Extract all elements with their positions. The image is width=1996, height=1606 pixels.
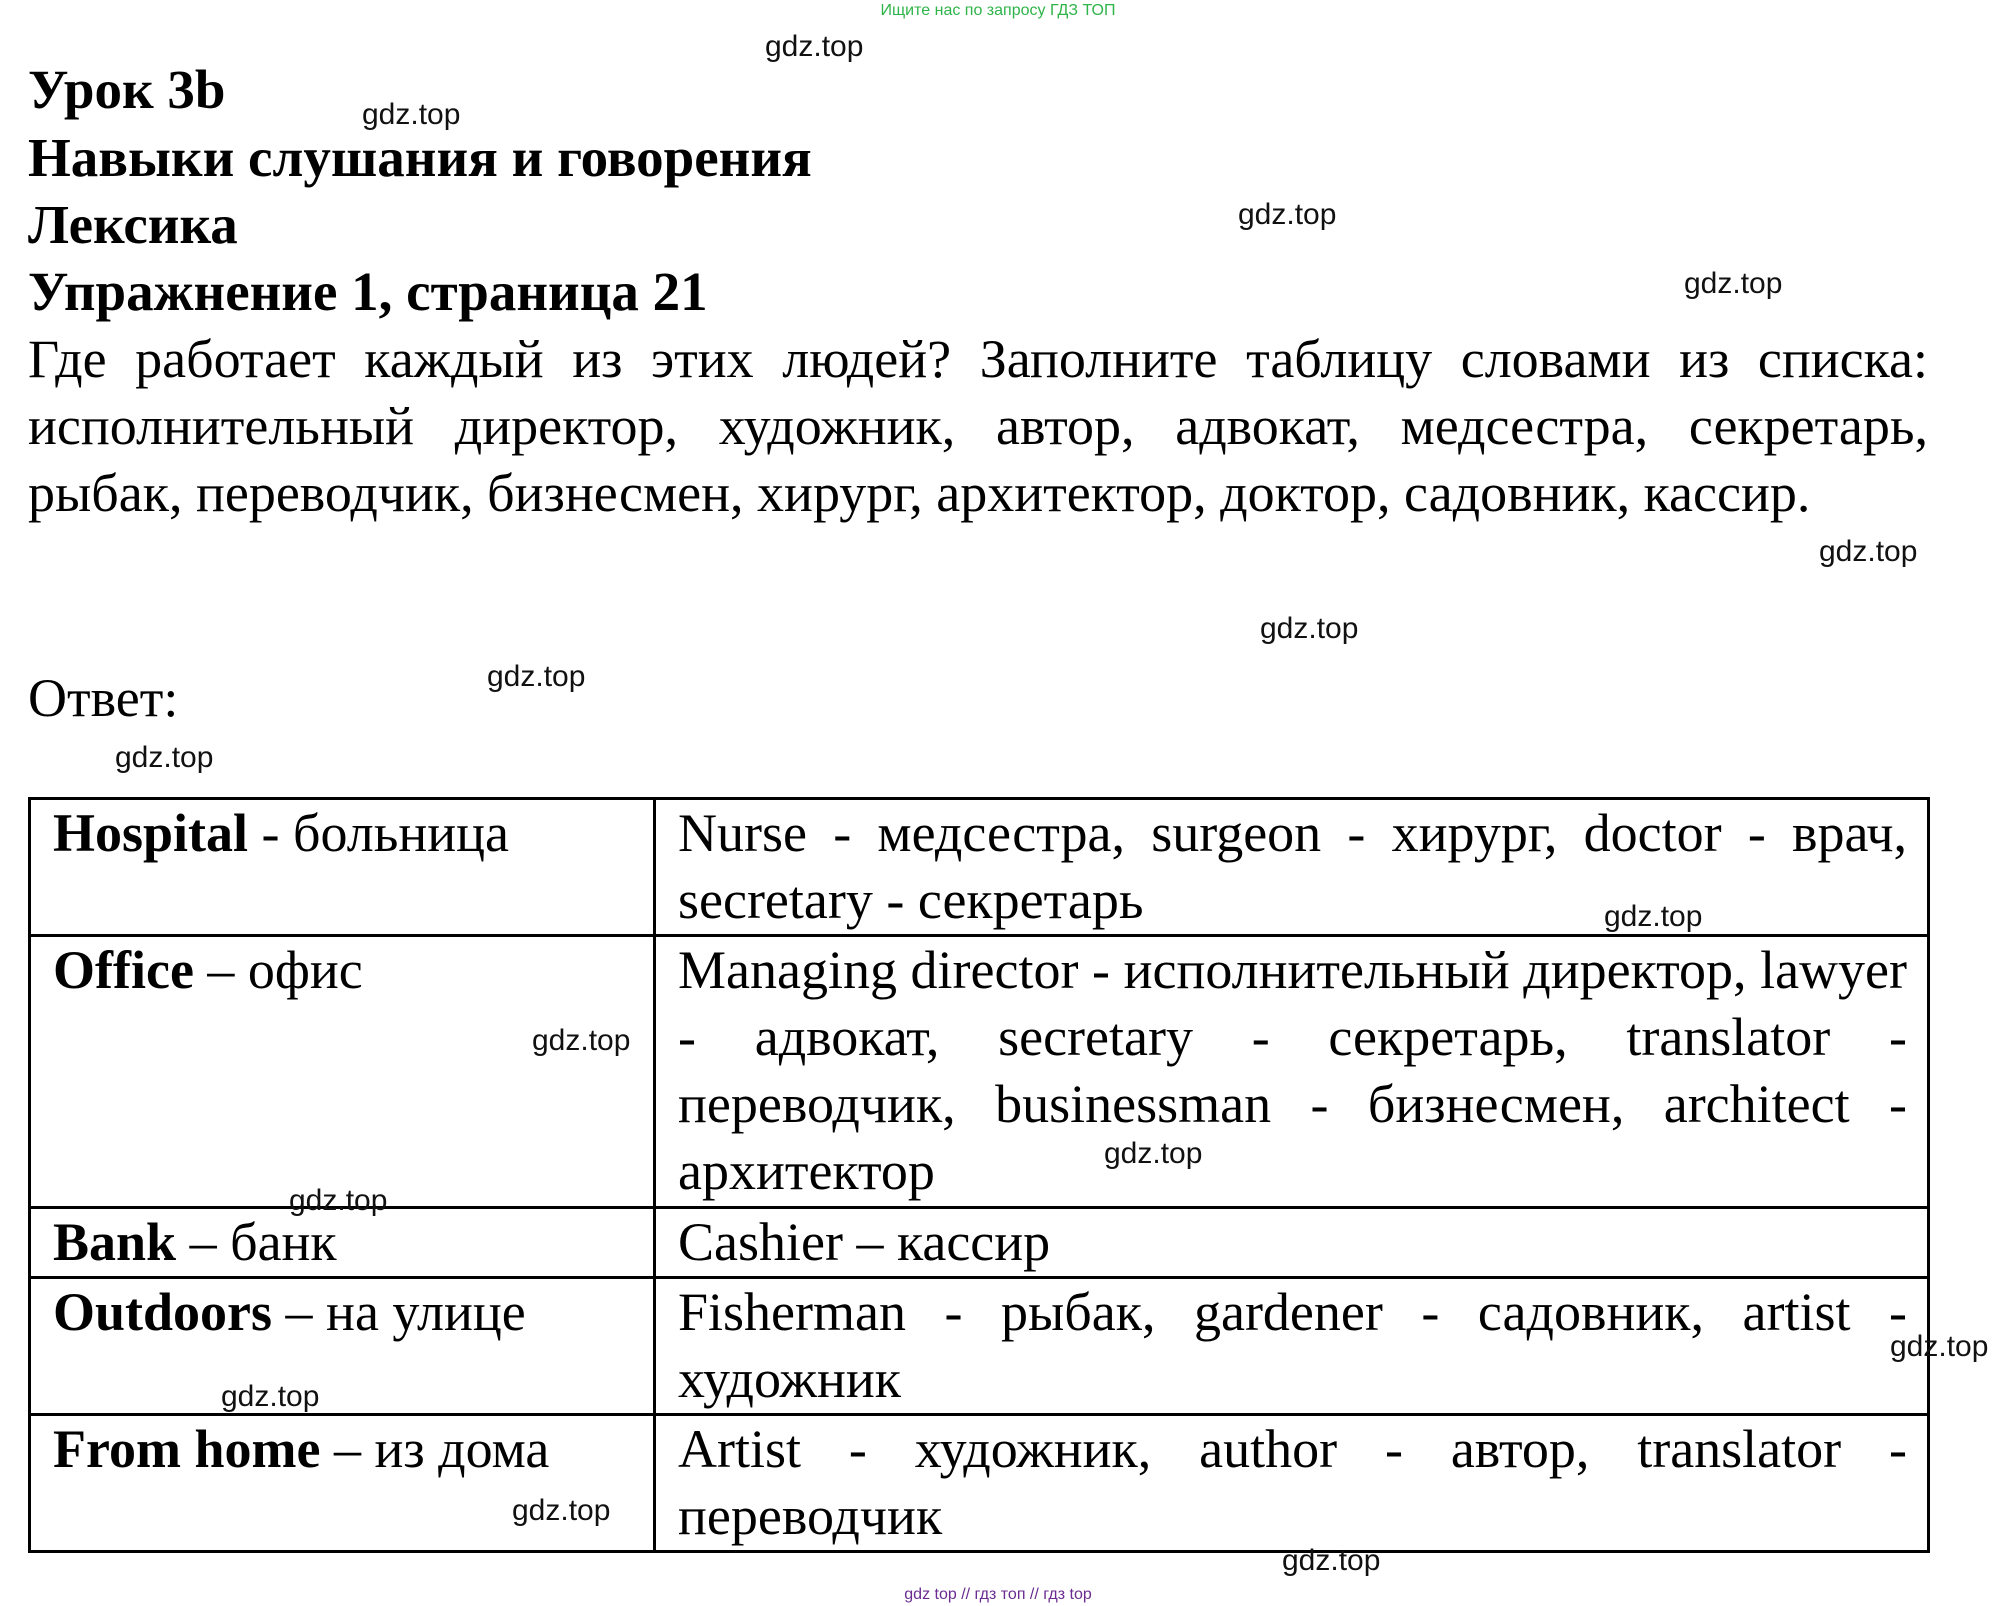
watermark: gdz.top — [1890, 1330, 1989, 1363]
watermark: gdz.top — [1282, 1544, 1381, 1577]
watermark: gdz.top — [532, 1024, 631, 1057]
jobs-cell: Nurse - медсестра, surgeon - хирург, doctor - врач, secretary - секретарь — [655, 799, 1929, 936]
place-en: From home — [53, 1419, 321, 1479]
watermark: gdz.top — [1238, 198, 1337, 231]
place-cell — [30, 1208, 655, 1278]
watermark: gdz.top — [1260, 612, 1359, 645]
watermark: gdz.top — [1604, 900, 1703, 933]
place-ru: - больница — [248, 803, 510, 863]
task-text: Где работает каждый из этих людей? Заполните таблицу словами из списка: исполнительный директор, художник, автор, адвокат, медсестра, секретарь, рыбак, переводчик, бизнесмен, хирург, архитектор, доктор, садовник, кассир. — [28, 329, 1928, 523]
footer: gdz top // гдз топ // гдз top — [904, 1586, 1092, 1603]
watermark: gdz.top — [765, 30, 864, 63]
place-ru: – из дома — [320, 1419, 550, 1479]
place-en: Bank — [53, 1212, 177, 1272]
watermark: gdz.top — [362, 98, 461, 131]
place-cell — [30, 799, 655, 936]
watermark: gdz.top — [1104, 1137, 1203, 1170]
section-title: Навыки слушания и говорения — [28, 127, 812, 188]
watermark: gdz.top — [221, 1380, 320, 1413]
place-ru: – на улице — [272, 1282, 526, 1342]
exercise-title: Упражнение 1, страница 21 — [28, 261, 708, 322]
jobs-cell: Fisherman - рыбак, gardener - садовник, artist - художник — [655, 1278, 1929, 1415]
watermark: gdz.top — [487, 660, 586, 693]
place-en: Hospital — [53, 803, 249, 863]
place-en: Outdoors — [53, 1282, 273, 1342]
watermark: gdz.top — [115, 741, 214, 774]
jobs-cell: Managing director - исполнительный директор, lawyer - адвокат, secretary - секретарь, translator - переводчик, businessman - бизнесмен, architect - архитектор — [655, 936, 1929, 1208]
watermark: gdz.top — [289, 1184, 388, 1217]
jobs-cell: Artist - художник, author - автор, translator - переводчик — [655, 1415, 1929, 1552]
jobs-cell: Cashier – кассир — [655, 1208, 1929, 1278]
place-cell — [30, 936, 655, 1208]
answer-label: Ответ: — [28, 668, 179, 728]
watermark: gdz.top — [1684, 267, 1783, 300]
place-en: Office — [53, 940, 194, 1000]
top-banner: Ищите нас по запросу ГДЗ ТОП — [880, 2, 1116, 19]
table-row — [30, 1415, 1929, 1552]
place-ru: – банк — [176, 1212, 337, 1272]
watermark: gdz.top — [1819, 535, 1918, 568]
lesson-title: Урок 3b — [28, 59, 226, 120]
place-cell — [30, 1415, 655, 1552]
place-cell — [30, 1278, 655, 1415]
table-row — [30, 1208, 1929, 1278]
place-ru: – офис — [193, 940, 363, 1000]
table-row — [30, 936, 1929, 1208]
watermark: gdz.top — [512, 1494, 611, 1527]
subsection-title: Лексика — [28, 194, 238, 255]
